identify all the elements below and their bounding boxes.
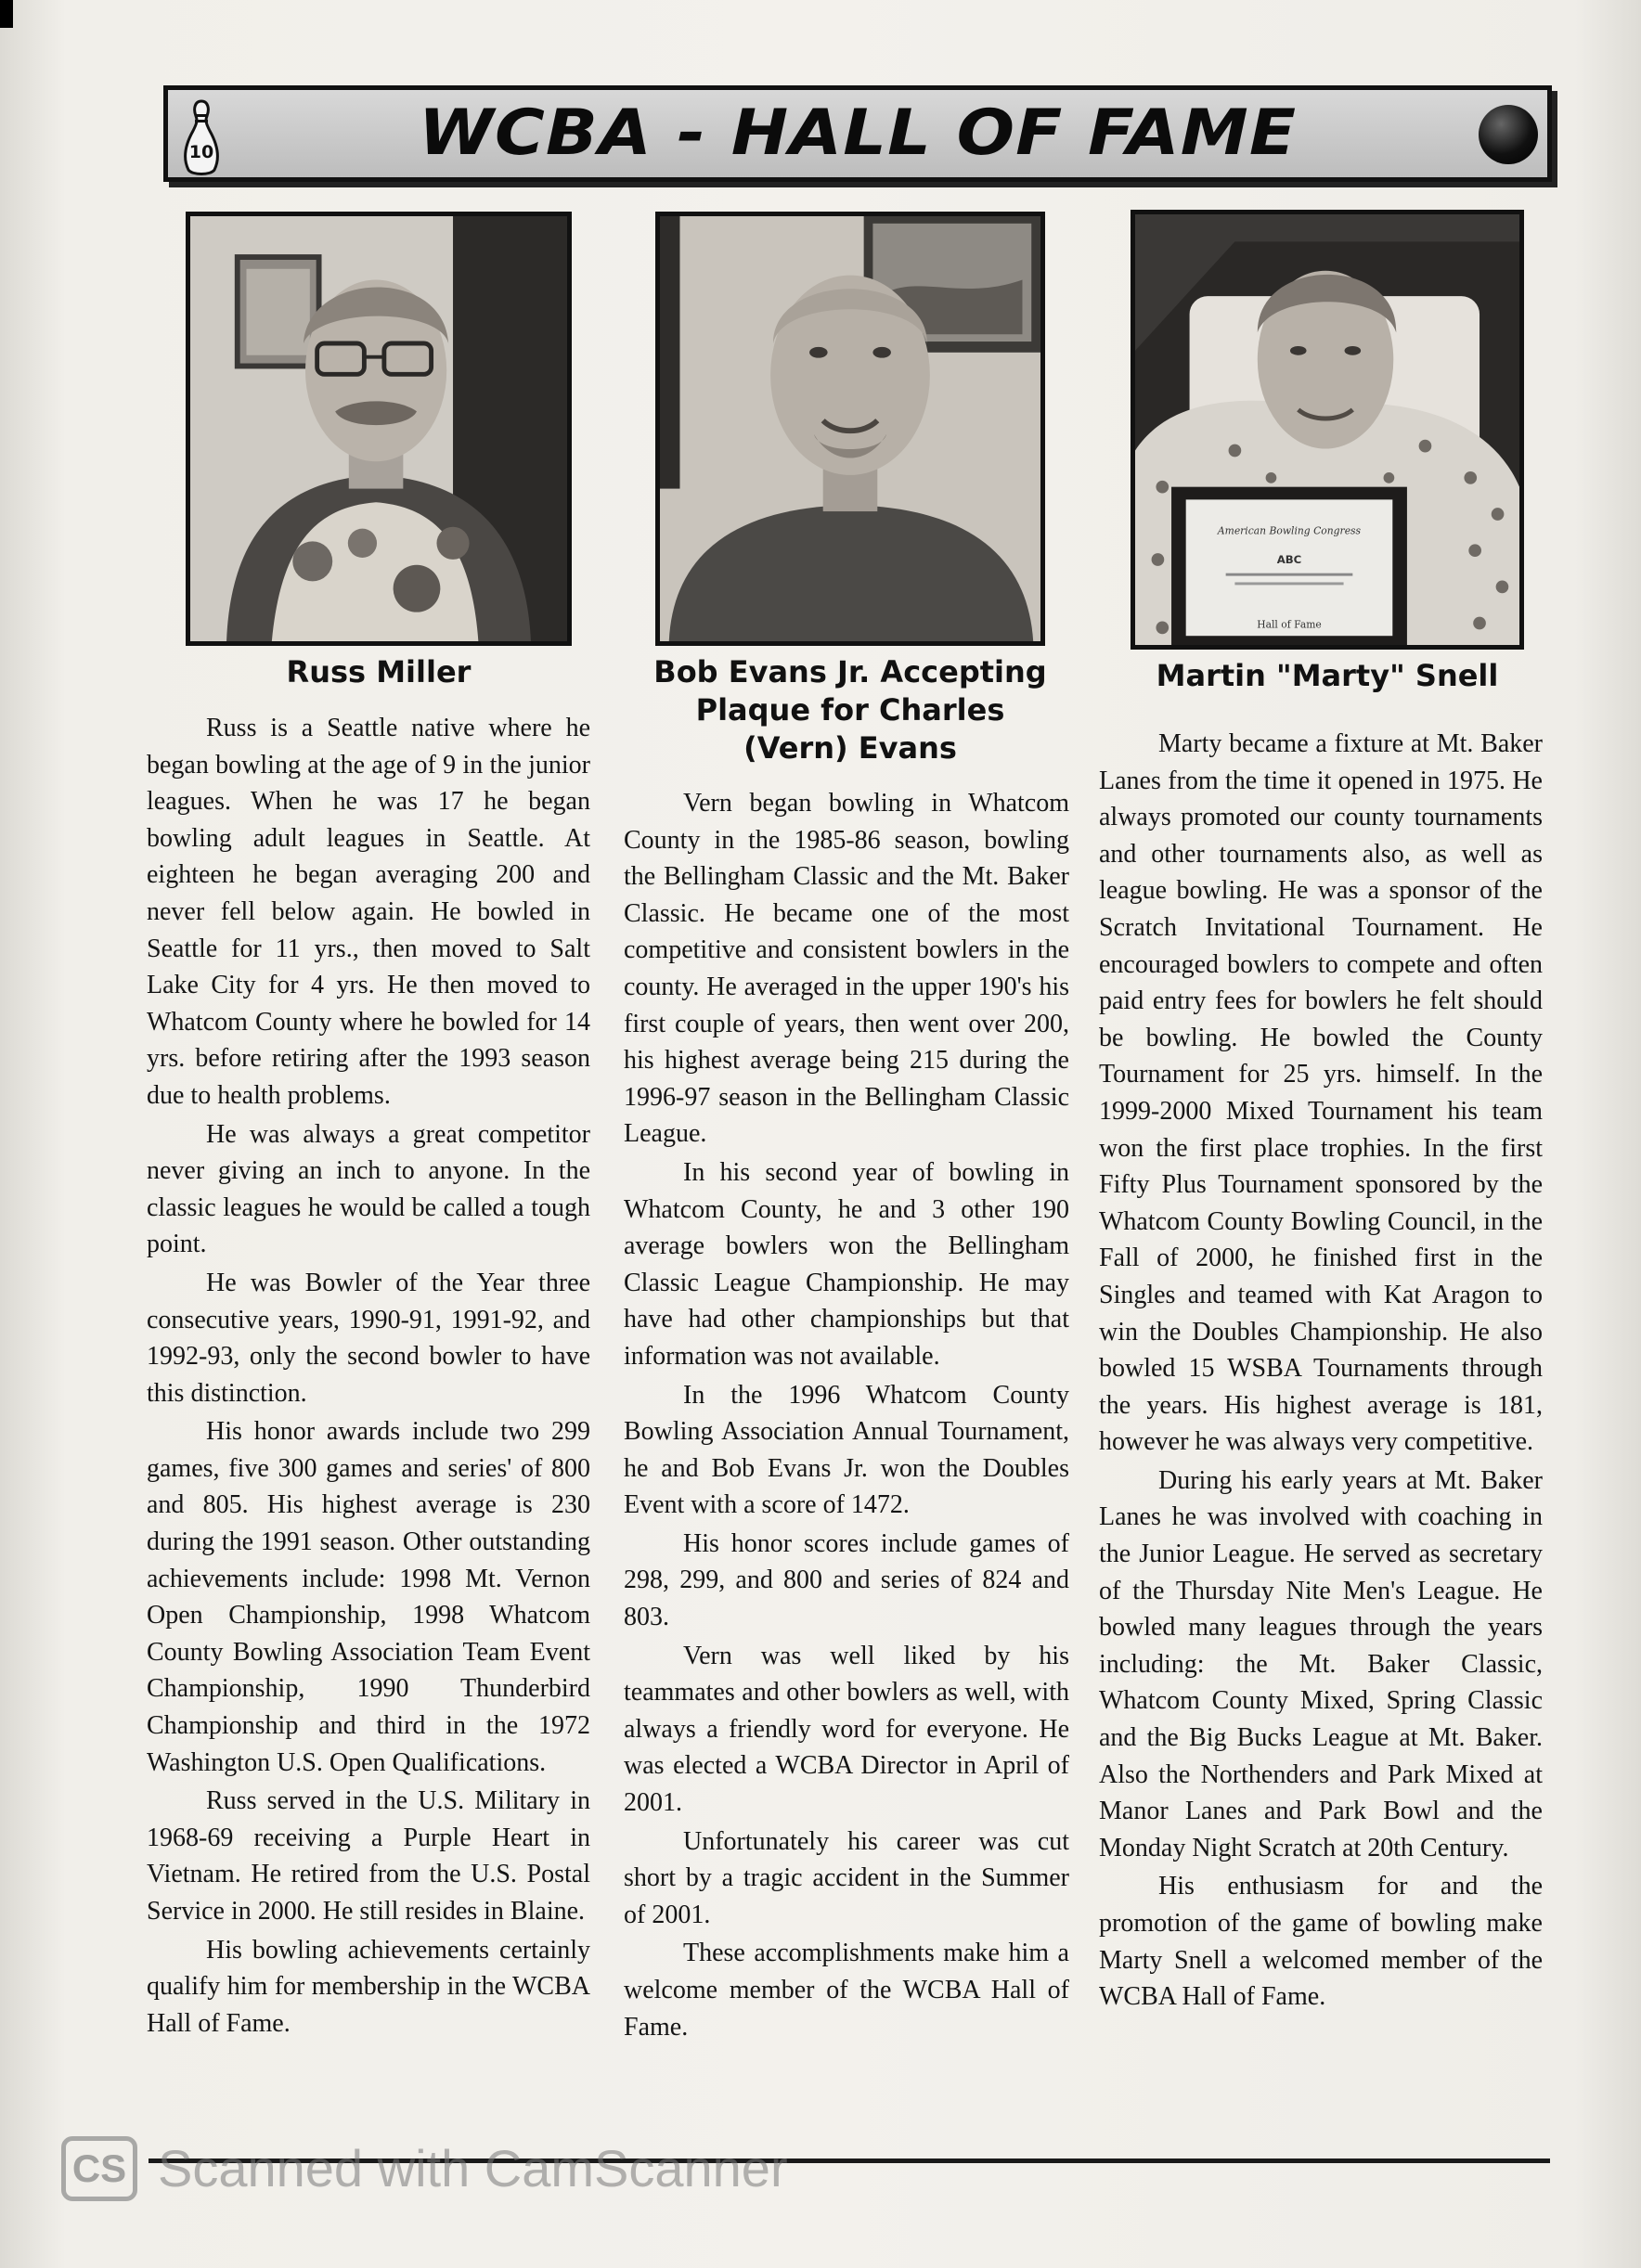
paragraph: During his early years at Mt. Baker Lanes he was involved with coaching in the Junior League. He served as secretary of the Thursday Nite Men's League. He bowled many leagues through the years including: the Mt. Baker Classic, Whatcom County Mixed, Spring Classic and the Big Bucks League at Mt. Baker. Also the Northenders and Park Mixed at Manor Lanes and Park Bowl and the Monday Night Scratch at 20th Century. xyxy=(1099,1465,1543,1862)
caption-bob-evans: Bob Evans Jr. Accepting Plaque for Charles (Vern) Evans xyxy=(653,654,1047,766)
plaque-text-line1: American Bowling Congress xyxy=(1217,524,1362,537)
paragraph: He was Bowler of the Year three consecutive years, 1990-91, 1991-92, and 1992-93, only the second bowler to have this distinction. xyxy=(147,1268,590,1408)
portrait-bob-evans-image xyxy=(660,216,1040,641)
bowling-ball-icon xyxy=(1479,105,1538,164)
paragraph: Vern was well liked by his teammates and other bowlers as well, with always a friendly word for everyone. He was elected a WCBA Director in April of 2001. xyxy=(624,1641,1069,1818)
caption-russ-miller: Russ Miller xyxy=(286,654,472,689)
photo-bob-evans-jr xyxy=(655,212,1045,646)
plaque-text-line3: Hall of Fame xyxy=(1257,618,1322,631)
paragraph: These accomplishments make him a welcome member of the WCBA Hall of Fame. xyxy=(624,1939,1069,2042)
photo-marty-snell xyxy=(1131,210,1524,650)
paragraph: In his second year of bowling in Whatcom County, he and 3 other 190 average bowlers won the Bellingham Classic League Championship. He may have had other championships but that information was not available. xyxy=(624,1157,1069,1371)
paragraph: His honor scores include games of 298, 299, and 800 and series of 824 and 803. xyxy=(624,1528,1069,1632)
paragraph: Marty became a fixture at Mt. Baker Lanes from the time it opened in 1975. He always promoted our county tournaments and other tournaments also, as well as league bowling. He was a sponsor of the Scratch Invitational Tournament. He encouraged bowlers to compete and often paid entry fees for bowlers he felt should be bowling. He bowled the County Tournament for 25 yrs. himself. In the 1999-2000 Mixed Tournament his team won the first place trophies. In the first Fifty Plus Tournament sponsored by the Whatcom County Bowling Council, in the Fall of 2000, he finished first in the Singles and teamed with Kat Aragon to win the Doubles Championship. He also bowled 15 WSBA Tournaments through the years. His highest average is 181, however he was always very competitive. xyxy=(1099,729,1543,1457)
paragraph: His enthusiasm for and the promotion of the game of bowling make Marty Snell a welcomed member of the WCBA Hall of Fame. xyxy=(1099,1872,1543,2012)
paragraph: He was always a great competitor never giving an inch to anyone. In the classic leagues he would be called a tough point. xyxy=(147,1119,590,1259)
watermark-text: Scanned with CamScanner xyxy=(158,2139,788,2197)
paragraph: In the 1996 Whatcom County Bowling Association Annual Tournament, he and Bob Evans Jr. won the Doubles Event with a score of 1472. xyxy=(624,1380,1069,1520)
hall-of-fame-banner xyxy=(163,85,1552,182)
paragraph: His bowling achievements certainly qualify him for membership in the WCBA Hall of Fame. xyxy=(147,1935,590,2038)
camscanner-watermark xyxy=(61,2134,897,2201)
article-vern-evans xyxy=(624,785,1069,2047)
portrait-marty-snell-image xyxy=(1135,214,1519,645)
camscanner-logo-icon: CS xyxy=(61,2136,137,2201)
portrait-russ-miller-image xyxy=(190,216,567,641)
caption-marty-snell: Martin "Marty" Snell xyxy=(1156,658,1499,693)
scan-corner-mark xyxy=(0,0,13,28)
paragraph: Russ is a Seattle native where he began bowling at the age of 9 in the junior leagues. When he was 17 he began bowling adult leagues in Seattle. At eighteen he began averaging 200 and never fell below again. He bowled in Seattle for 11 yrs., then moved to Salt Lake City for 4 yrs. He then moved to Whatcom County where he bowled for 14 yrs. before retiring after the 1993 season due to health problems. xyxy=(147,714,590,1110)
photo-russ-miller xyxy=(186,212,572,646)
page-title: WCBA - HALL OF FAME xyxy=(418,97,1298,170)
article-russ-miller xyxy=(147,710,590,2043)
paragraph: Russ served in the U.S. Military in 1968-69 receiving a Purple Heart in Vietnam. He retired from the U.S. Postal Service in 2000. He still resides in Blaine. xyxy=(147,1786,590,1926)
paragraph: Unfortunately his career was cut short by a tragic accident in the Summer of 2001. xyxy=(624,1826,1069,1929)
plaque-text-line2: ABC xyxy=(1276,552,1302,566)
paragraph: Vern began bowling in Whatcom County in the 1985-86 season, bowling the Bellingham Classic and the Mt. Baker Classic. He became one of the most competitive and consistent bowlers in the county. He averaged in the upper 190's his first couple of years, then went over 200, his highest average being 215 during the 1996-97 season in the Bellingham Classic League. xyxy=(624,789,1069,1149)
page-number: 10 xyxy=(188,142,214,162)
article-marty-snell xyxy=(1099,726,1543,2017)
paragraph: His honor awards include two 299 games, five 300 games and series' of 800 and 805. His highest average is 230 during the 1991 season. Other outstanding achievements include: 1998 Mt. Vernon Open Championship, 1998 Whatcom County Bowling Association Team Event Championship, 1990 Thunderbird Championship and third in the 1972 Washington U.S. Open Qualifications. xyxy=(147,1417,590,1777)
